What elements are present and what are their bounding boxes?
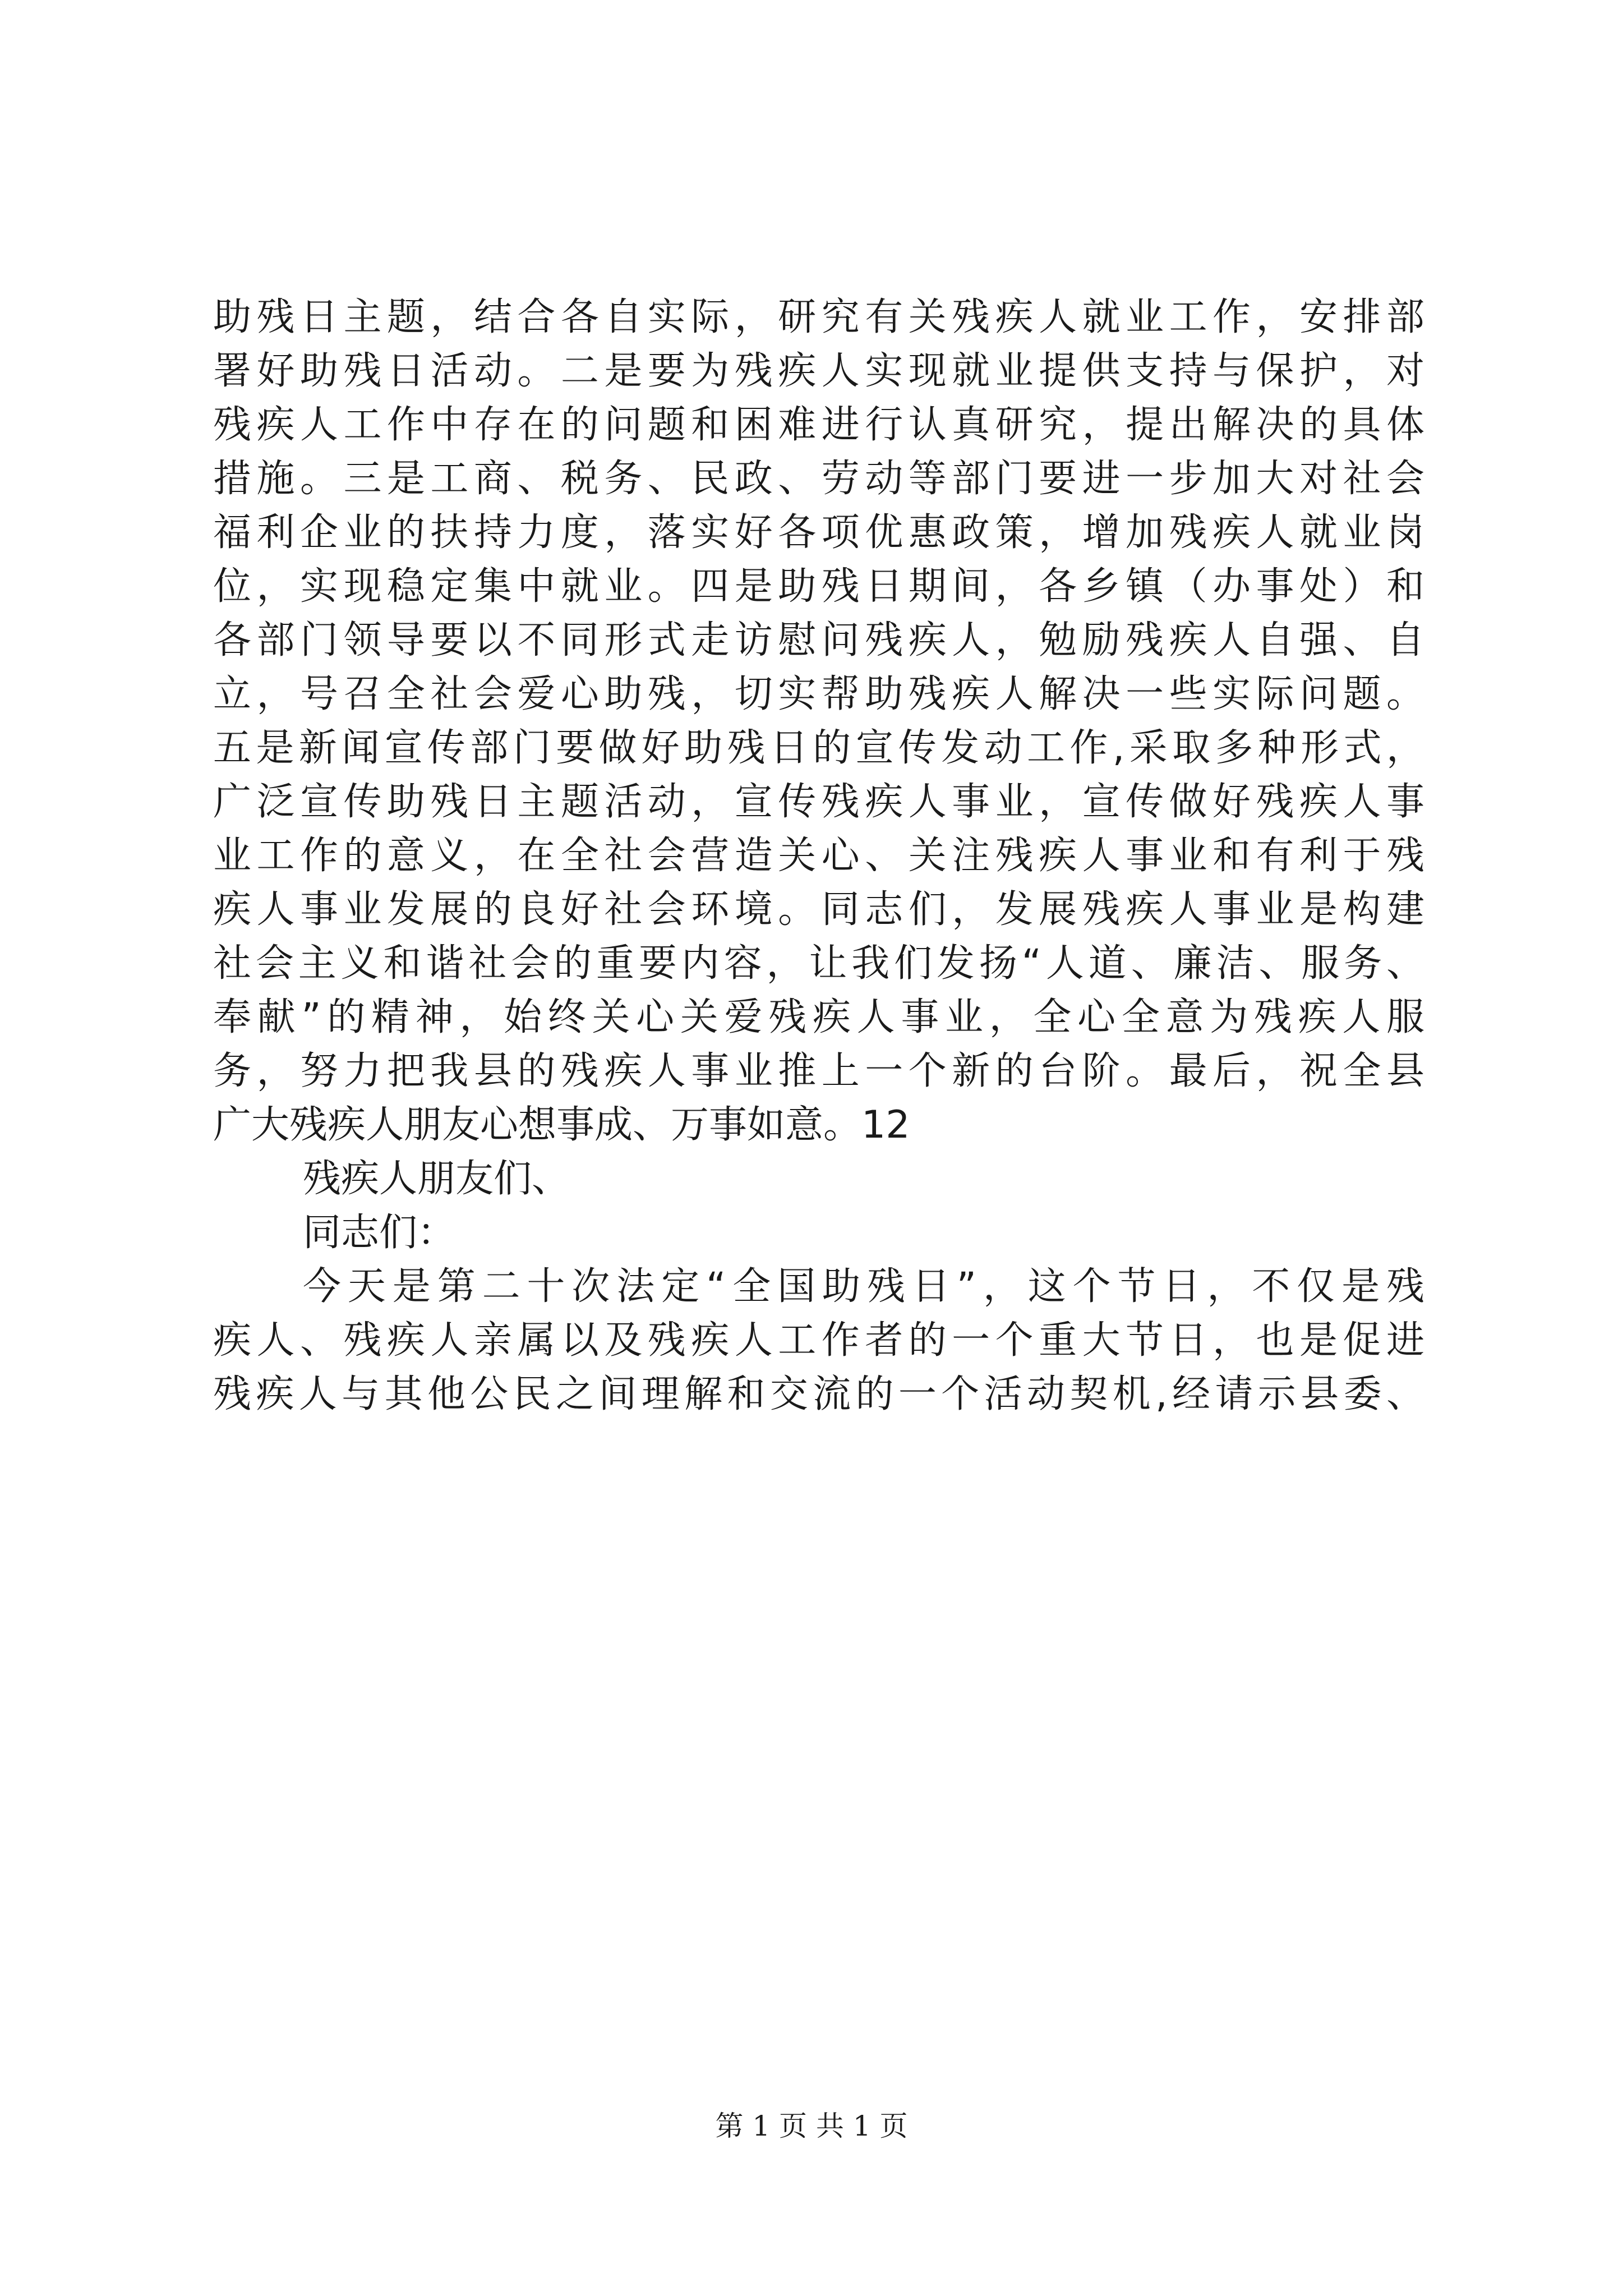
salutation-line: 残疾人朋友们、 <box>303 1157 570 1201</box>
salutation-line: 同志们： <box>303 1211 456 1255</box>
text-line: 广泛宣传助残日主题活动，宣传残疾人事业，宣传做好残疾人事 <box>213 780 1424 824</box>
text-line: 立，号召全社会爱心助残，切实帮助残疾人解决一些实际问题。 <box>213 672 1424 716</box>
text-line: 务，努力把我县的残疾人事业推上一个新的台阶。最后，祝全县 <box>213 1049 1424 1093</box>
text-line: 残疾人与其他公民之间理解和交流的一个活动契机,经请示县委、 <box>213 1372 1424 1416</box>
document-body <box>213 291 1424 1421</box>
text-line: 署好助残日活动。二是要为残疾人实现就业提供支持与保护，对 <box>213 349 1424 393</box>
text-line: 疾人、残疾人亲属以及残疾人工作者的一个重大节日，也是促进 <box>213 1318 1424 1363</box>
text-line: 奉献”的精神，始终关心关爱残疾人事业，全心全意为残疾人服 <box>213 995 1424 1039</box>
text-line: 业工作的意义，在全社会营造关心、关注残疾人事业和有利于残 <box>213 834 1424 878</box>
page-number-footer: 第 1 页 共 1 页 <box>715 2110 908 2142</box>
text-line: 疾人事业发展的良好社会环境。同志们，发展残疾人事业是构建 <box>213 887 1424 932</box>
text-line: 各部门领导要以不同形式走访慰问残疾人，勉励残疾人自强、自 <box>213 618 1424 662</box>
text-line: 社会主义和谐社会的重要内容，让我们发扬“人道、廉洁、服务、 <box>213 941 1424 986</box>
text-line: 位，实现稳定集中就业。四是助残日期间，各乡镇（办事处）和 <box>213 564 1424 609</box>
text-line: 助残日主题，结合各自实际，研究有关残疾人就业工作，安排部 <box>213 295 1424 339</box>
text-line: 五是新闻宣传部门要做好助残日的宣传发动工作,采取多种形式， <box>213 726 1424 770</box>
text-line: 福利企业的扶持力度，落实好各项优惠政策，增加残疾人就业岗 <box>213 510 1424 555</box>
text-line: 措施。三是工商、税务、民政、劳动等部门要进一步加大对社会 <box>213 457 1424 501</box>
paragraph-first-line: 今天是第二十次法定“全国助残日”，这个节日，不仅是残 <box>303 1264 1424 1309</box>
text-line: 残疾人工作中存在的问题和困难进行认真研究，提出解决的具体 <box>213 403 1424 447</box>
text-line: 广大残疾人朋友心想事成、万事如意。12 <box>213 1103 910 1147</box>
